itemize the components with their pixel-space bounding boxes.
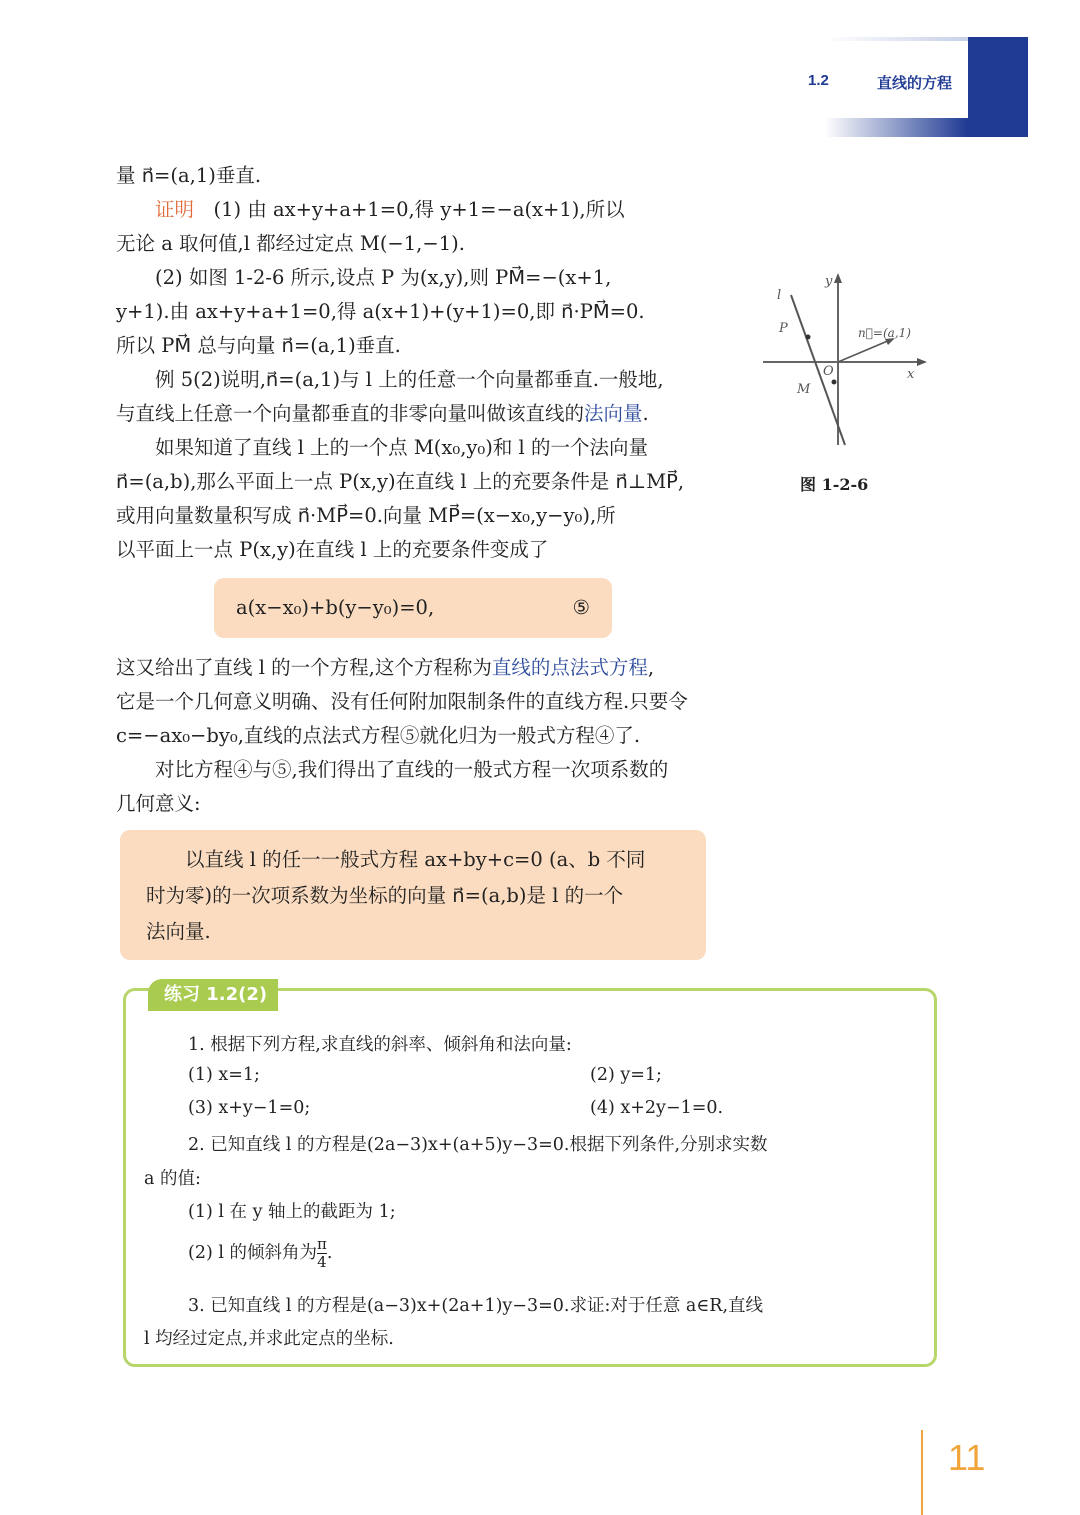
origin-label: O <box>823 364 834 379</box>
text-segment: 对比方程④与⑤,我们得出了直线的一般式方程一次项系数的 <box>116 758 669 781</box>
figure-caption: 图 1-2-6 <box>800 475 869 494</box>
section-title: 直线的方程 <box>877 74 953 92</box>
figure-1-2-6 <box>755 265 935 455</box>
text-segment: c=−ax₀−by₀,直线的点法式方程⑤就化归为一般式方程④了. <box>116 724 641 747</box>
fraction-numerator: π <box>317 1235 327 1253</box>
text-segment: , <box>647 656 655 679</box>
text-segment: 与直线上任意一个向量都垂直的非零向量叫做该直线的 <box>116 402 585 425</box>
exercise-q1-4: (4) x+2y−1=0. <box>590 1098 724 1118</box>
p-label: P <box>779 321 788 336</box>
exercise-q1-2: (2) y=1; <box>590 1065 662 1085</box>
text-segment: y+1).由 ax+y+a+1=0,得 a(x+1)+(y+1)=0,即 n⃗·PM⃗=0. <box>116 300 645 323</box>
text-line <box>116 499 716 533</box>
text-segment: 它是一个几何意义明确、没有任何附加限制条件的直线方程.只要令 <box>116 690 688 713</box>
text-line <box>146 842 706 878</box>
exercise-q3: 3. 已知直线 l 的方程是(a−3)x+(2a+1)y−3=0.求证:对于任意 a∈R,直线 <box>188 1296 764 1316</box>
text-segment <box>116 198 155 221</box>
exercise-q1: 1. 根据下列方程,求直线的斜率、倾斜角和法向量: <box>188 1035 572 1055</box>
normal-vector <box>838 340 890 362</box>
text-line <box>116 465 716 499</box>
text-line <box>116 193 716 227</box>
text-segment: 或用向量数量积写成 n⃗·MP⃗=0.向量 MP⃗=(x−x₀,y−y₀),所 <box>116 504 616 527</box>
text-segment: 量 n⃗=(a,1)垂直. <box>116 164 262 187</box>
exercise-q2-2-text: (2) l 的倾斜角为 <box>188 1243 318 1263</box>
period: . <box>326 1243 333 1263</box>
text-segment: . <box>642 402 649 425</box>
text-line <box>116 397 716 431</box>
exercise-q1-3: (3) x+y−1=0; <box>188 1098 311 1118</box>
text-line <box>116 363 716 397</box>
conclusion-box <box>120 830 706 960</box>
text-line <box>116 651 716 685</box>
vector-label: n⃗=(a,1) <box>858 326 911 340</box>
text-line <box>116 685 716 719</box>
text-line <box>146 878 706 914</box>
text-segment: 这又给出了直线 l 的一个方程,这个方程称为 <box>116 656 492 679</box>
exercise-q2-1: (1) l 在 y 轴上的截距为 1; <box>188 1202 396 1222</box>
header-decoration <box>825 37 968 41</box>
text-line <box>146 914 706 950</box>
highlighted-term: 直线的点法式方程 <box>491 656 648 679</box>
text-line <box>116 533 716 567</box>
equation-number: ⑤ <box>572 596 590 619</box>
text-segment: (1) 由 ax+y+a+1=0,得 y+1=−a(x+1),所以 <box>194 198 625 221</box>
proof-text <box>116 159 716 567</box>
x-axis-arrow-icon <box>917 358 927 366</box>
section-number: 1.2 <box>808 72 829 89</box>
text-line <box>116 295 716 329</box>
text-line <box>116 753 716 787</box>
point-normal-equation-box <box>214 578 612 638</box>
text-segment: 几何意义: <box>116 792 201 815</box>
text-line <box>116 159 716 193</box>
text-segment: 以直线 l 的任一一般式方程 ax+by+c=0 (a、b 不同 <box>146 848 646 871</box>
text-line <box>116 329 716 363</box>
exercise-q2-2 <box>188 1236 332 1271</box>
exercise-title: 练习 1.2(2) <box>148 979 278 1011</box>
page-number-rule <box>921 1430 923 1515</box>
text-segment: 例 5(2)说明,n⃗=(a,1)与 l 上的任意一个向量都垂直.一般地, <box>116 368 664 391</box>
y-label: y <box>825 274 833 289</box>
exercise-q3-cont: l 均经过定点,并求此定点的坐标. <box>144 1329 394 1349</box>
text-segment: 如果知道了直线 l 上的一个点 M(x₀,y₀)和 l 的一个法向量 <box>116 436 648 459</box>
fraction-denominator: 4 <box>317 1253 327 1271</box>
x-label: x <box>907 367 915 382</box>
highlighted-term: 证明 <box>155 198 195 221</box>
text-segment: 以平面上一点 P(x,y)在直线 l 上的充要条件变成了 <box>116 538 549 561</box>
text-segment: 法向量. <box>146 920 211 943</box>
text-segment: 无论 a 取何值,l 都经过定点 M(−1,−1). <box>116 232 465 255</box>
equation-text: a(x−x₀)+b(y−y₀)=0, <box>236 596 435 619</box>
text-line <box>116 431 716 465</box>
header-gradient-band <box>825 118 968 137</box>
highlighted-term: 法向量 <box>584 402 643 425</box>
point-p <box>806 335 811 340</box>
fraction-pi-over-4 <box>317 1236 327 1271</box>
m-label: M <box>797 382 811 397</box>
exercise-q2-cont: a 的值: <box>144 1169 201 1189</box>
exercise-q1-1: (1) x=1; <box>188 1065 260 1085</box>
text-line <box>116 787 716 821</box>
point-m <box>832 380 837 385</box>
text-line <box>116 261 716 295</box>
line-l <box>791 295 845 445</box>
exercise-q2: 2. 已知直线 l 的方程是(2a−3)x+(a+5)y−3=0.根据下列条件,分别求实数 <box>188 1135 768 1155</box>
line-label: l <box>777 288 782 303</box>
text-segment: 所以 PM⃗ 总与向量 n⃗=(a,1)垂直. <box>116 334 401 357</box>
y-axis-arrow-icon <box>834 273 842 283</box>
text-segment: n⃗=(a,b),那么平面上一点 P(x,y)在直线 l 上的充要条件是 n⃗⊥MP⃗, <box>116 470 685 493</box>
page-number: 11 <box>948 1437 986 1478</box>
text-line <box>116 719 716 753</box>
explanation-text <box>116 651 716 821</box>
text-line <box>116 227 716 261</box>
text-segment: 时为零)的一次项系数为坐标的向量 n⃗=(a,b)是 l 的一个 <box>146 884 624 907</box>
text-segment: (2) 如图 1-2-6 所示,设点 P 为(x,y),则 PM⃗=−(x+1, <box>116 266 612 289</box>
header-blue-block <box>968 37 1028 137</box>
